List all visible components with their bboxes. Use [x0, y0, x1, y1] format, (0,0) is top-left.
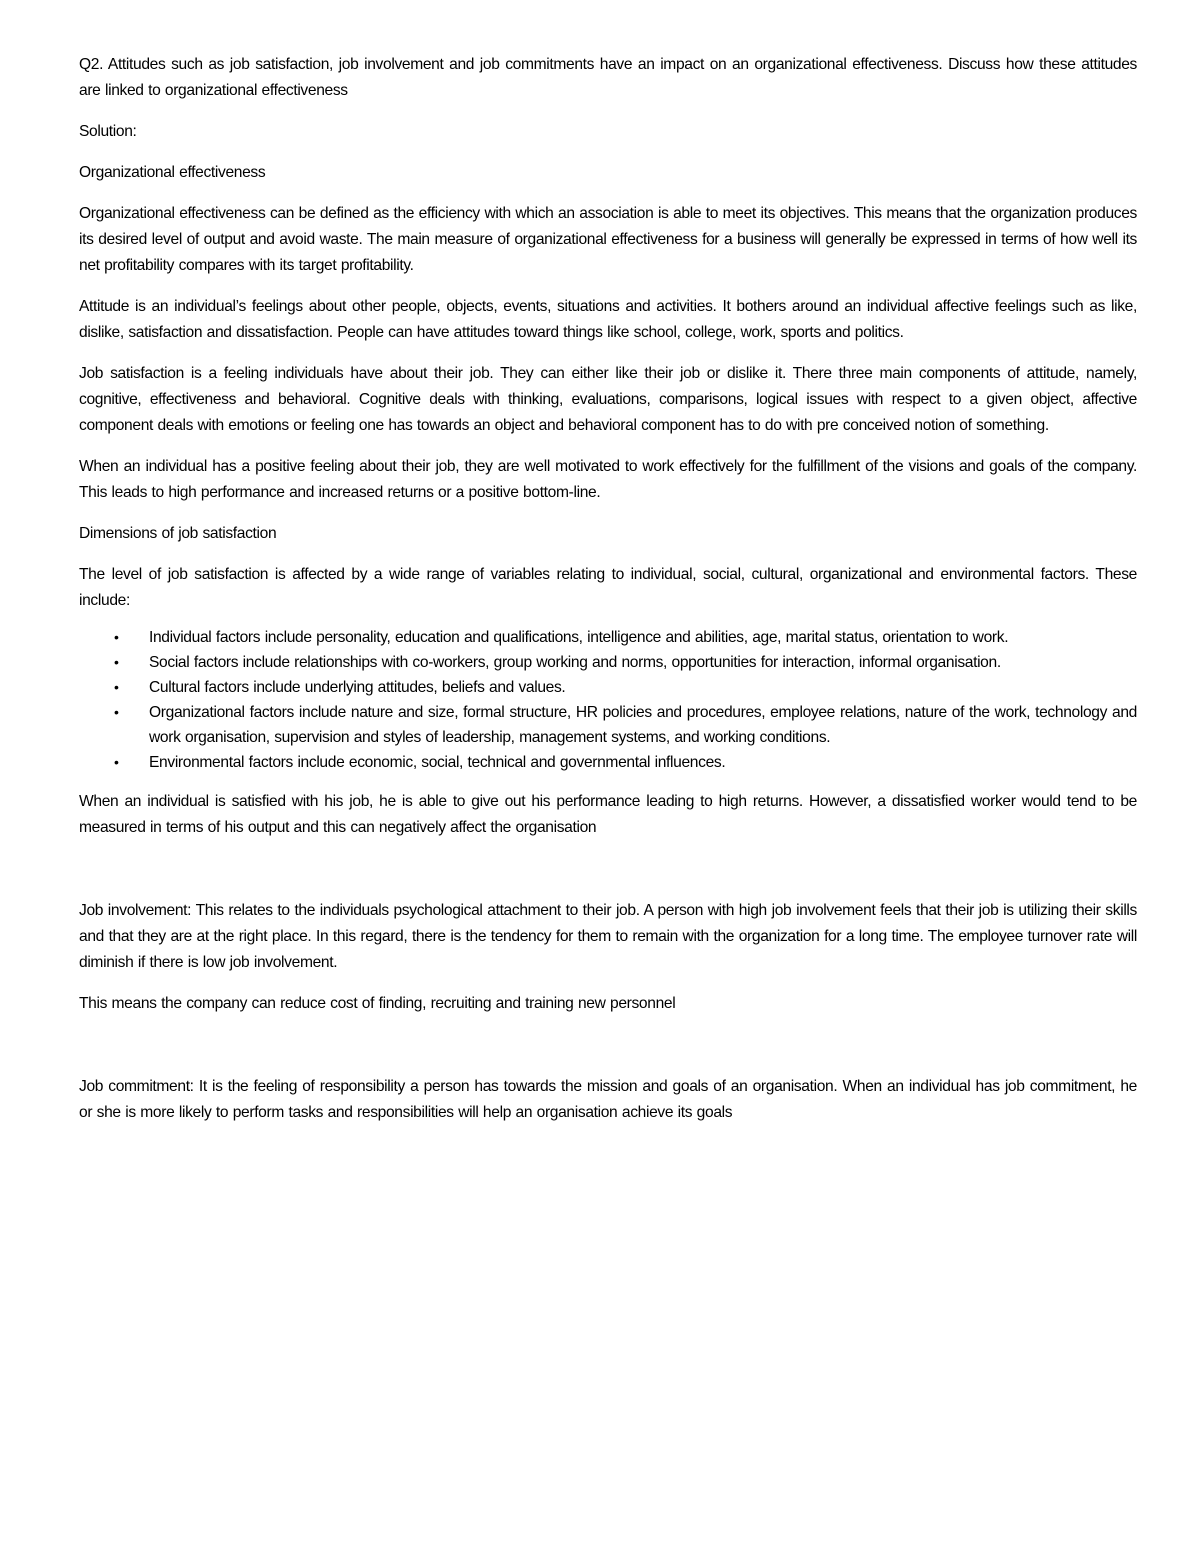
list-item-text: Organizational factors include nature and size, formal structure, HR policies and procedures, employee relations, nature of the work, technology and work organisation, supervision and styles of leadership, management systems, and working conditions. — [149, 704, 1137, 746]
paragraph-attitude: Attitude is an individual’s feelings about other people, objects, events, situations and activities. It bothers around an individual affective feelings such as like, dislike, satisfaction and dissatisfaction. People can have attitudes toward things like school, college, work, sports and politics. — [79, 298, 1137, 341]
list-item-text: Social factors include relationships with co-workers, group working and norms, opportunities for interaction, informal organisation. — [149, 654, 1001, 671]
list-item — [79, 700, 1137, 750]
bullet-icon: • — [114, 629, 119, 645]
paragraph-dimensions-intro: The level of job satisfaction is affected by a wide range of variables relating to individual, social, cultural, organizational and environmental factors. These include: — [79, 566, 1137, 609]
list-item — [79, 750, 1137, 775]
paragraph-job-involvement: Job involvement: This relates to the individuals psychological attachment to their job. A person with high job involvement feels that their job is utilizing their skills and that they are at the right place. In this regard, there is the tendency for them to remain with the organization for a long time. The employee turnover rate will diminish if there is low job involvement. — [79, 902, 1137, 971]
list-item-text: Cultural factors include underlying attitudes, beliefs and values. — [149, 679, 566, 696]
factors-list — [79, 625, 1137, 775]
paragraph-job-commitment: Job commitment: It is the feeling of responsibility a person has towards the mission and goals of an organisation. When an individual has job commitment, he or she is more likely to perform tasks and responsibilities will help an organisation achieve its goals — [79, 1078, 1137, 1121]
paragraph-job-satisfaction: Job satisfaction is a feeling individuals have about their job. They can either like their job or dislike it. There three main components of attitude, namely, cognitive, effectiveness and behavioral. Cognitive deals with thinking, evaluations, comparisons, logical issues with respect to a given object, affective component deals with emotions or feeling one has towards an object and behavioral component has to do with pre conceived notion of something. — [79, 365, 1137, 434]
paragraph-satisfied-worker: When an individual is satisfied with his job, he is able to give out his performance leading to high returns. However, a dissatisfied worker would tend to be measured in terms of his output and this can negatively affect the organisation — [79, 793, 1137, 836]
list-item-text: Individual factors include personality, education and qualifications, intelligence and abilities, age, marital status, orientation to work. — [149, 629, 1009, 646]
list-item-text: Environmental factors include economic, social, technical and governmental influences. — [149, 754, 726, 771]
heading-organizational-effectiveness: Organizational effectiveness — [79, 164, 266, 181]
list-item — [79, 675, 1137, 700]
list-item — [79, 650, 1137, 675]
bullet-icon: • — [114, 679, 119, 695]
solution-label: Solution: — [79, 123, 137, 140]
bullet-icon: • — [114, 754, 119, 770]
paragraph-positive-feeling: When an individual has a positive feeling about their job, they are well motivated to work effectively for the fulfillment of the visions and goals of the company. This leads to high performance and increased returns or a positive bottom-line. — [79, 458, 1137, 501]
document-page — [79, 52, 1137, 1141]
question-text: Q2. Attitudes such as job satisfaction, job involvement and job commitments have an impact on an organizational effectiveness. Discuss how these attitudes are linked to organizational effectiveness — [79, 56, 1137, 99]
heading-dimensions: Dimensions of job satisfaction — [79, 525, 277, 542]
paragraph-organizational-effectiveness: Organizational effectiveness can be defined as the efficiency with which an association is able to meet its objectives. This means that the organization produces its desired level of output and avoid waste. The main measure of organizational effectiveness for a business will generally be expressed in terms of how well its net profitability compares with its target profitability. — [79, 205, 1137, 274]
bullet-icon: • — [114, 704, 119, 720]
bullet-icon: • — [114, 654, 119, 670]
list-item — [79, 625, 1137, 650]
paragraph-reduce-cost: This means the company can reduce cost of finding, recruiting and training new personnel — [79, 995, 676, 1012]
